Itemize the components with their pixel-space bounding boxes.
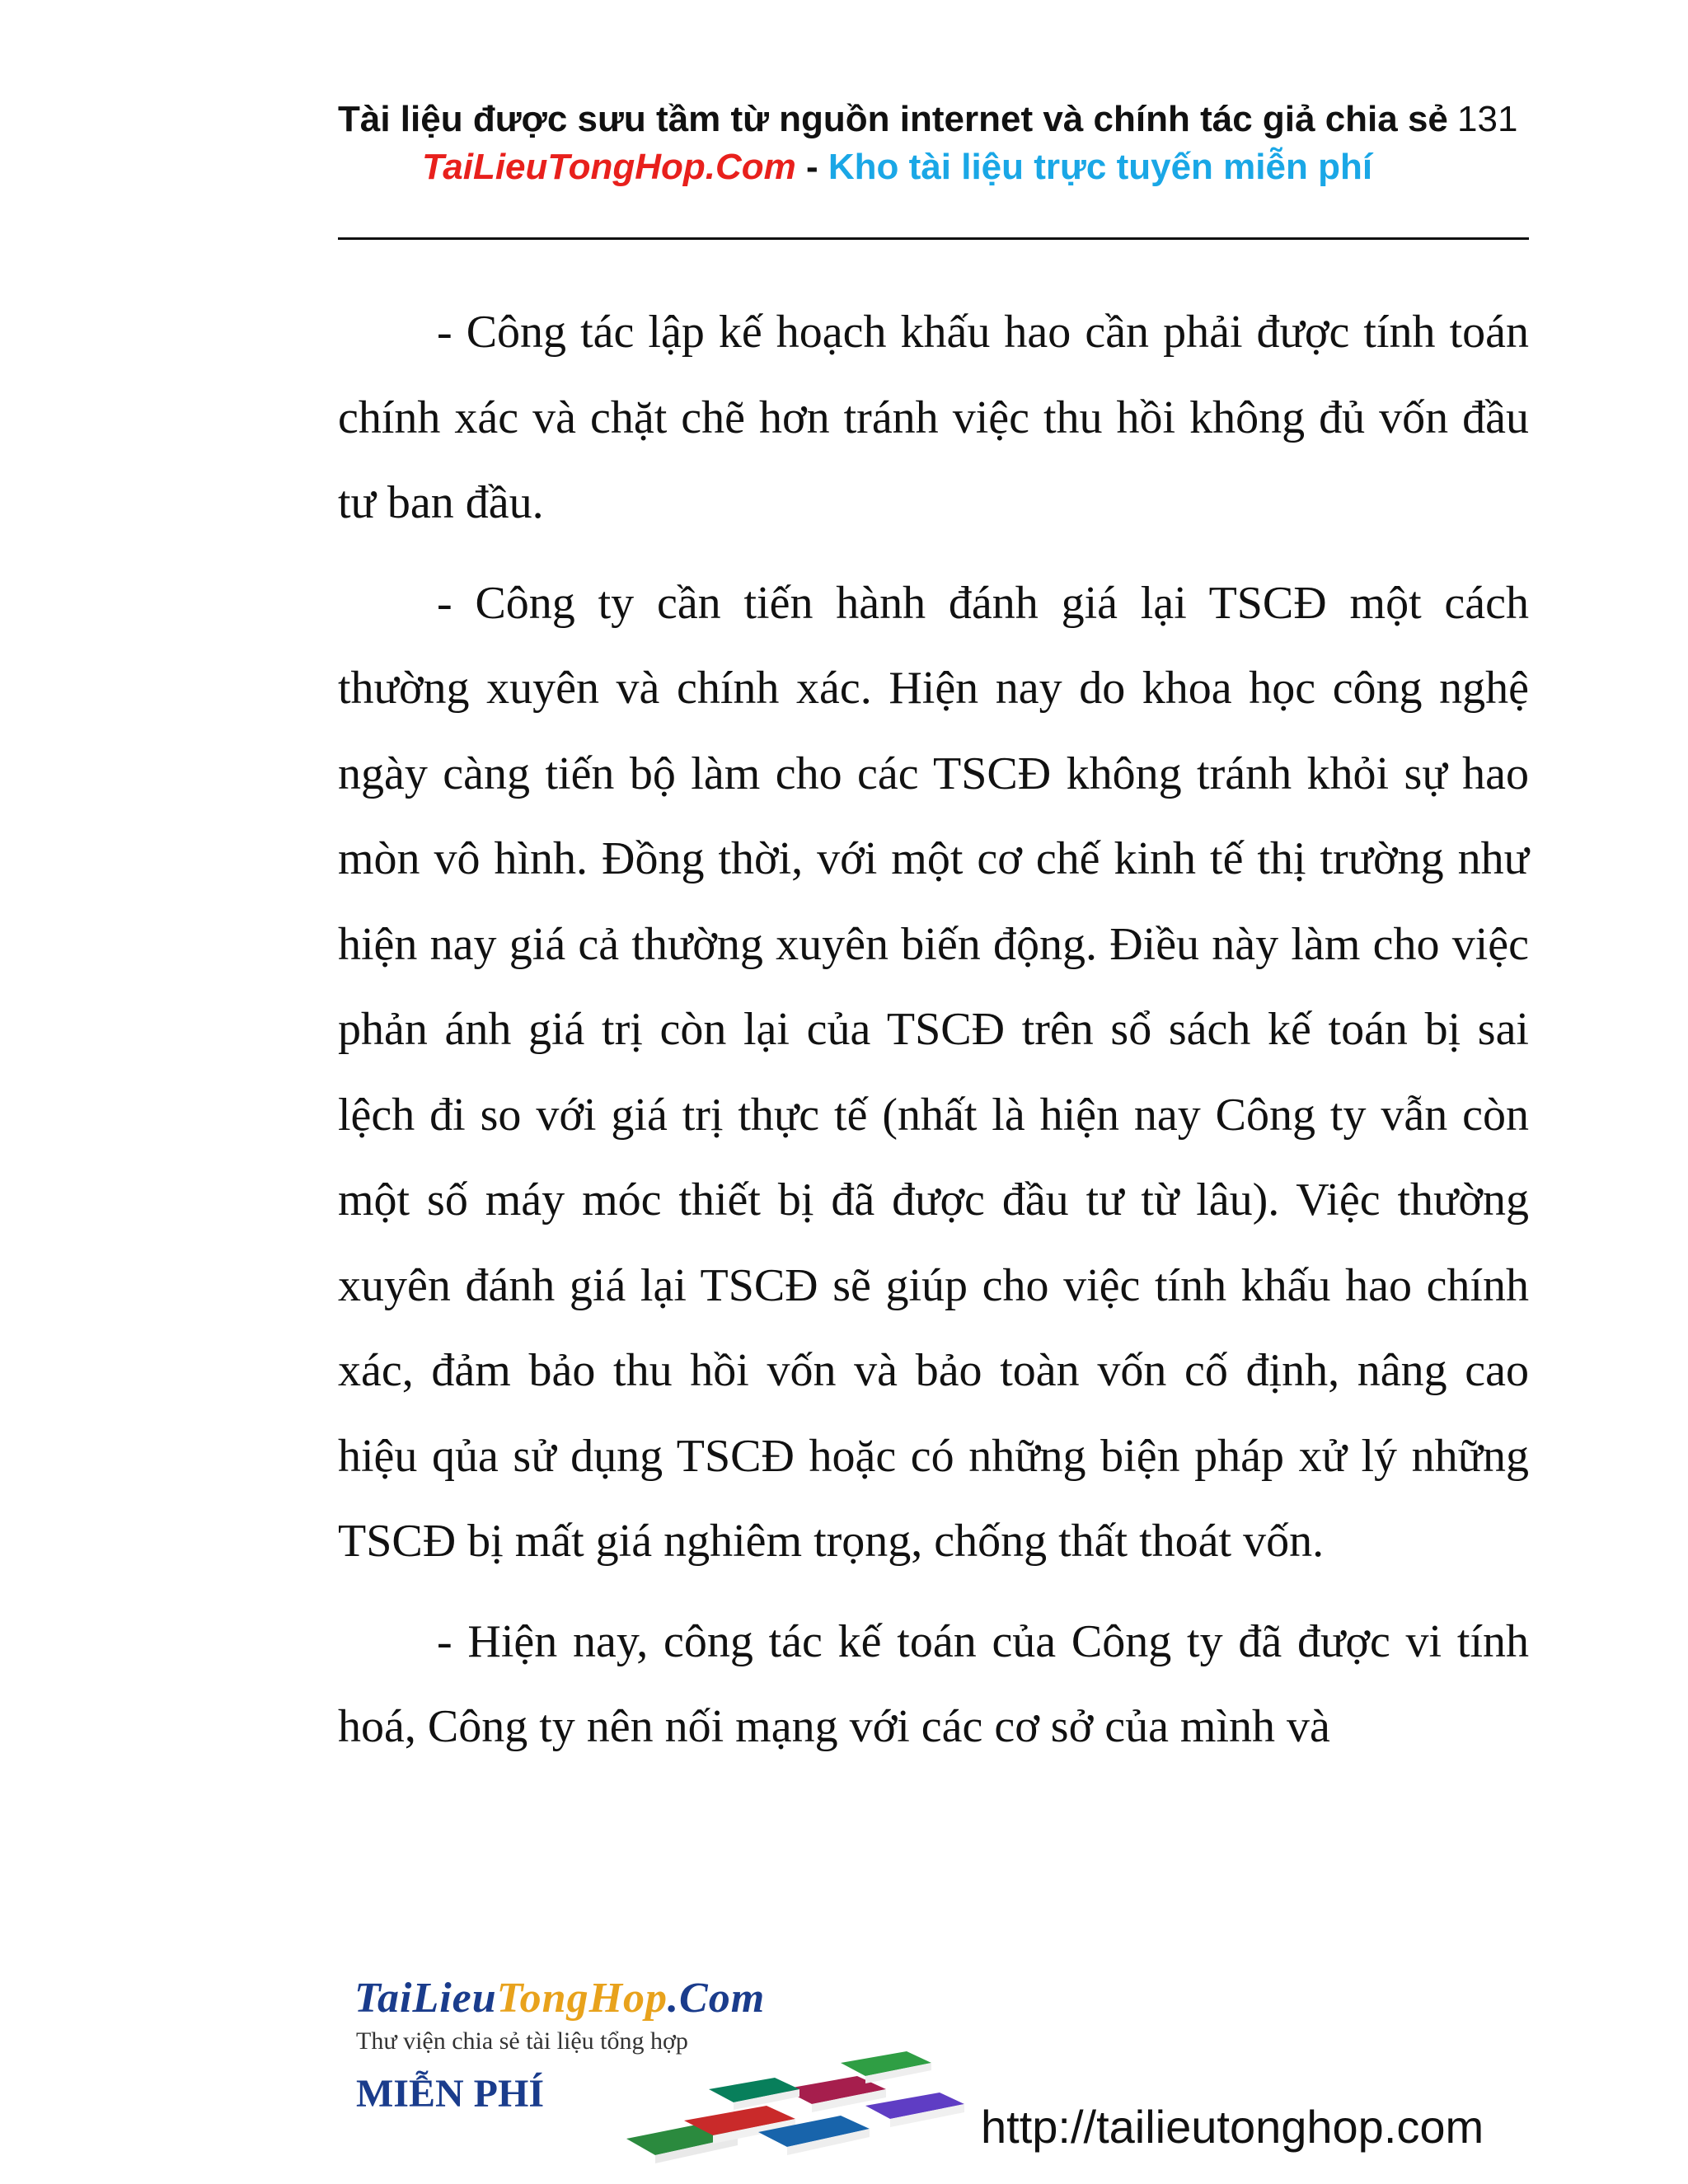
header-tagline: Kho tài liệu trực tuyến miễn phí (828, 147, 1373, 187)
header-divider (338, 237, 1529, 240)
books-stack-icon (593, 2040, 973, 2163)
logo-title-part: TongHop (496, 1975, 668, 2022)
logo-title (354, 1974, 765, 2022)
header-site-line (422, 147, 1372, 188)
paragraph: - Hiện nay, công tác kế toán của Công ty đã được vi tính hoá, Công ty nên nối mạng với các cơ sở của mình và (338, 1615, 1529, 1752)
header-site-name[interactable]: TaiLieuTongHop.Com (422, 147, 796, 187)
logo-title-part: .Com (668, 1975, 766, 2022)
book-icon (709, 2078, 799, 2110)
logo-free-label: MIỄN PHÍ (356, 2072, 544, 2116)
logo-title-part: TaiLieu (354, 1975, 497, 2022)
header-separator: - (795, 147, 828, 187)
page-number: 131 (1457, 99, 1518, 139)
footer-url-link[interactable]: http://tailieutonghop.com (981, 2101, 1484, 2153)
paragraph: - Công ty cần tiến hành đánh giá lại TSCĐ một cách thường xuyên và chính xác. Hiện nay do khoa học công nghệ ngày càng tiến bộ làm cho các TSCĐ không tránh khỏi sự hao mòn vô hình. Đồng thời, với một cơ chế kinh tế thị trường như hiện nay giá cả thường xuyên biến động. Điều này làm cho việc phản ánh giá trị còn lại của TSCĐ trên sổ sách kế toán bị sai lệch đi so với giá trị thực tế (nhất là hiện nay Công ty vẫn còn một số máy móc thiết bị đã được đầu tư từ lâu). Việc thường xuyên đánh giá lại TSCĐ sẽ giúp cho việc tính khấu hao chính xác, đảm bảo thu hồi vốn và bảo toàn vốn cố định, nâng cao hiệu qủa sử dụng TSCĐ hoặc có những biện pháp xử lý những TSCĐ bị mất giá nghiêm trọng, chống thất thoát vốn. (338, 577, 1529, 1567)
site-logo[interactable] (346, 1974, 973, 2163)
document-body (338, 290, 1529, 1785)
logo-tagline: Thư viện chia sẻ tài liệu tổng hợp (356, 2027, 688, 2055)
header-source-note: Tài liệu được sưu tầm từ nguồn internet và chính tác giả chia sẻ (338, 99, 1448, 139)
paragraph: - Công tác lập kế hoạch khấu hao cần phải được tính toán chính xác và chặt chẽ hơn tránh việc thu hồi không đủ vốn đầu tư ban đầu. (338, 307, 1529, 528)
